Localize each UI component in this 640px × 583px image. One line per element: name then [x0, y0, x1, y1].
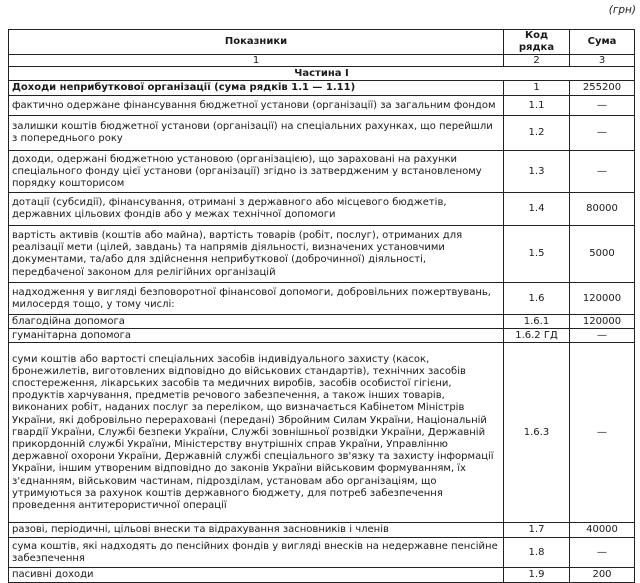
- row-code: 1.9: [504, 568, 570, 583]
- row-amount: —: [570, 116, 635, 151]
- row-label: доходи, одержані бюджетною установою (організацією), що зараховані на рахунки спеціального фонду цієї установи (організації) згідно із затвердженим у встановленому порядку кошторисом: [9, 151, 504, 193]
- row-label: вартість активів (коштів або майна), вартість товарів (робіт, послуг), отриманих для реалізації мети (цілей, завдань) та напрямів діяльності, визначених установчими документами, та/або для здійснення неприбуткової (доброчинної) діяльності, передбаченої законом для релігійних організацій: [9, 226, 504, 283]
- table-row: [9, 538, 635, 568]
- row-label: фактично одержане фінансування бюджетної установи (організації) за загальним фондом: [9, 96, 504, 116]
- table-row: [9, 151, 635, 193]
- row-amount: 120000: [570, 315, 635, 329]
- table-row: [9, 343, 635, 523]
- table-row: [9, 96, 635, 116]
- part-title-row: [9, 67, 635, 81]
- row-label: сума коштів, які надходять до пенсійних фондів у вигляді внесків на недержавне пенсійне забезпечення: [9, 538, 504, 568]
- row-label: дотації (субсидії), фінансування, отримані з державного або місцевого бюджетів, державних цільових фондів або у межах технічної допомоги: [9, 193, 504, 226]
- row-code: 1: [504, 81, 570, 96]
- header-indicators: Показники: [9, 30, 504, 55]
- row-label: суми коштів або вартості спеціальних засобів індивідуального захисту (касок, бронежилетів, виготовлених відповідно до військових стандартів), технічних засобів спостереження, лікарських засобів та медичних виробів, засобів особистої гігієни, продуктів харчування, предметів речового забезпечення, а також інших товарів, виконаних робіт, наданих послуг за переліком, що визначається Кабінетом Міністрів України, які добровільно перераховані (передані) Збройним Силам України, Національній гвардії України, Службі безпеки України, Службі зовнішньої розвідки України, Державній прикордонній службі України, Міністерству внутрішніх справ України, Управлінню державної охорони України, Державній службі спеціального зв'язку та захисту інформації України, іншим утвореним відповідно до законів України військовим формуванням, їх з'єднанням, військовим частинам, підрозділам, установам або організаціям, що утримуються за рахунок коштів державного бюджету, для потреб забезпечення проведення антитерористичної операції: [9, 343, 504, 523]
- row-code: 1.4: [504, 193, 570, 226]
- row-amount: —: [570, 343, 635, 523]
- table-row: [9, 81, 635, 96]
- table-row: [9, 193, 635, 226]
- row-amount: 40000: [570, 523, 635, 538]
- row-code: 1.6: [504, 283, 570, 315]
- table-row: [9, 283, 635, 315]
- row-code: 1.1: [504, 96, 570, 116]
- currency-unit-label: (грн): [608, 4, 636, 16]
- row-code: 1.6.3: [504, 343, 570, 523]
- row-amount: 200: [570, 568, 635, 583]
- table-row: [9, 329, 635, 343]
- part-title: Частина І: [9, 67, 635, 81]
- row-code: 1.6.1: [504, 315, 570, 329]
- row-label: Доходи неприбуткової організації (сума рядків 1.1 — 1.11): [9, 81, 504, 96]
- column-number-2: 2: [504, 55, 570, 67]
- row-code: 1.6.2 ГД: [504, 329, 570, 343]
- column-number-row: [9, 55, 635, 67]
- row-amount: 255200: [570, 81, 635, 96]
- table-row: [9, 523, 635, 538]
- row-amount: —: [570, 538, 635, 568]
- row-code: 1.5: [504, 226, 570, 283]
- row-label: разові, періодичні, цільові внески та відрахування засновників і членів: [9, 523, 504, 538]
- row-amount: 80000: [570, 193, 635, 226]
- row-label: залишки коштів бюджетної установи (організації) на спеціальних рахунках, що перейшли з попереднього року: [9, 116, 504, 151]
- row-label: гуманітарна допомога: [9, 329, 504, 343]
- column-number-3: 3: [570, 55, 635, 67]
- header-row-code: Код рядка: [504, 30, 570, 55]
- column-number-1: 1: [9, 55, 504, 67]
- table-row: [9, 226, 635, 283]
- header-amount: Сума: [570, 30, 635, 55]
- row-code: 1.8: [504, 538, 570, 568]
- income-report-table: [8, 29, 635, 583]
- row-amount: 120000: [570, 283, 635, 315]
- row-label: благодійна допомога: [9, 315, 504, 329]
- row-code: 1.7: [504, 523, 570, 538]
- table-row: [9, 116, 635, 151]
- row-amount: —: [570, 151, 635, 193]
- row-amount: —: [570, 329, 635, 343]
- row-label: пасивні доходи: [9, 568, 504, 583]
- row-code: 1.2: [504, 116, 570, 151]
- row-amount: 5000: [570, 226, 635, 283]
- table-row: [9, 568, 635, 583]
- row-code: 1.3: [504, 151, 570, 193]
- row-amount: —: [570, 96, 635, 116]
- table-header-row: [9, 30, 635, 55]
- row-label: надходження у вигляді безповоротної фінансової допомоги, добровільних пожертвувань, милосердя тощо, у тому числі:: [9, 283, 504, 315]
- table-row: [9, 315, 635, 329]
